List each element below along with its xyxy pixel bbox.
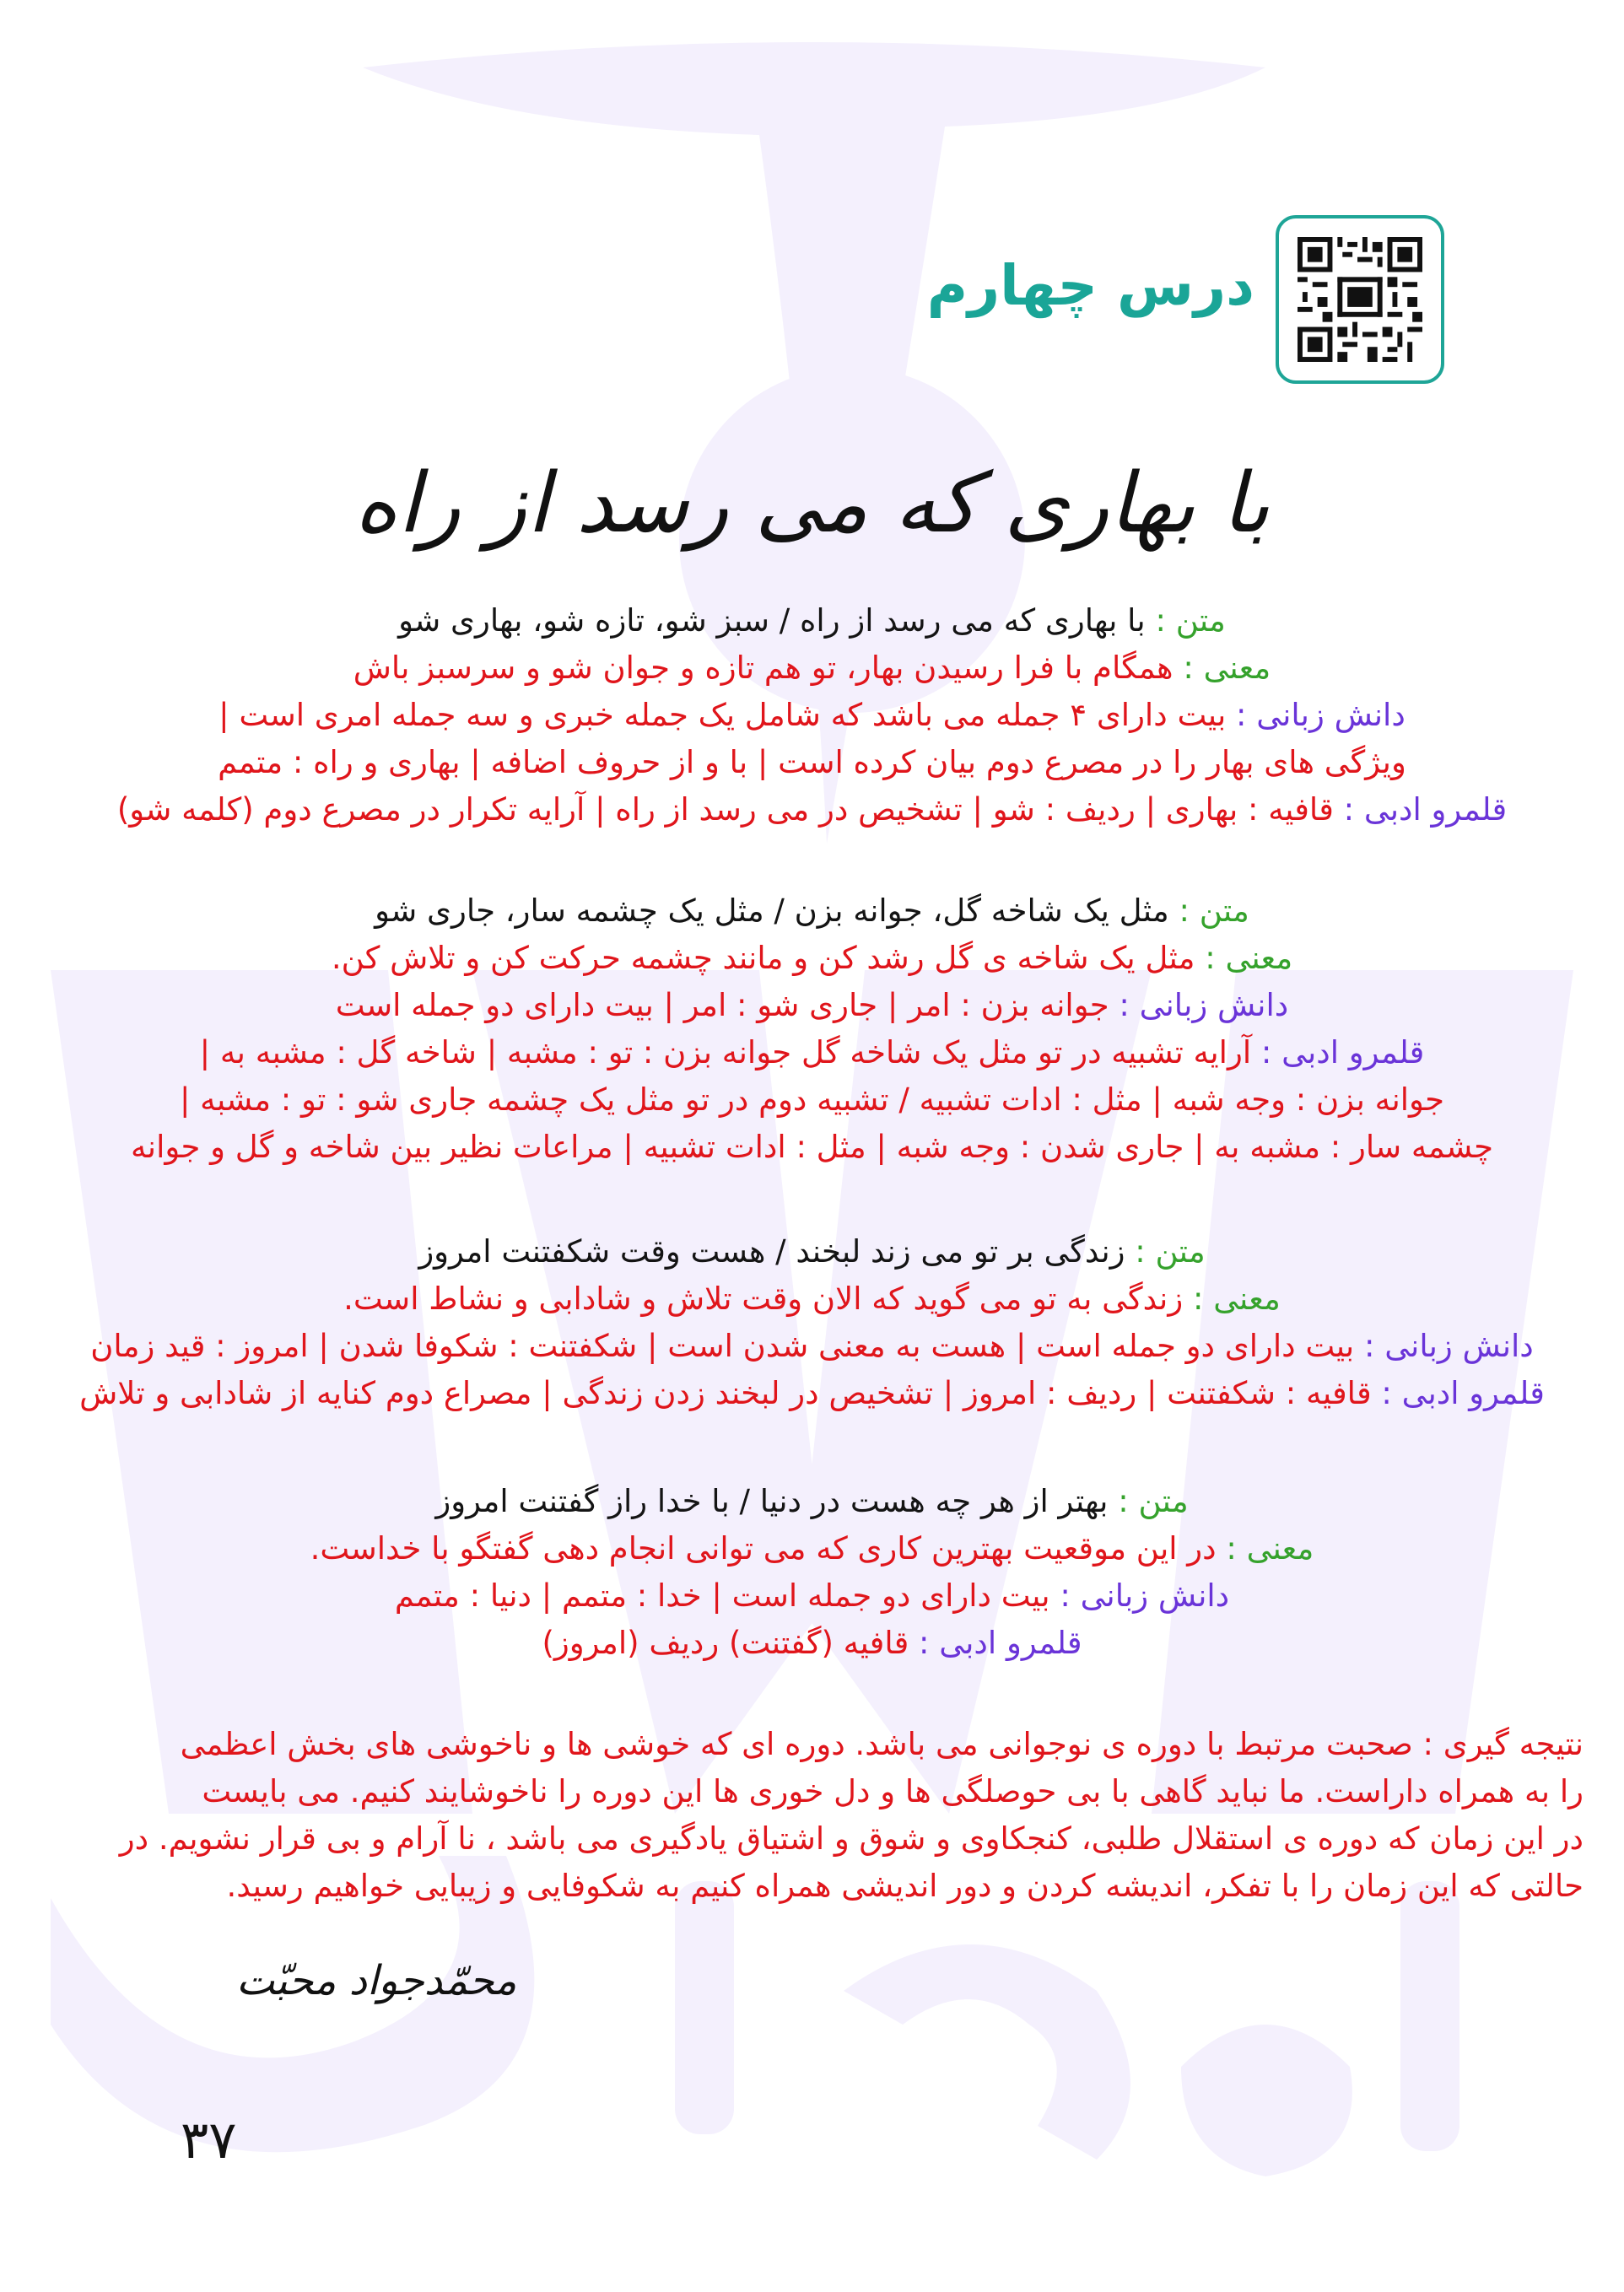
verse-block-2 xyxy=(0,887,1624,1171)
literary-cont-line: جوانه بزن : وجه شبه | مثل : ادات تشبیه / تشبیه دوم در تو مثل یک چشمه جاری شو : تو : مشبه | xyxy=(179,1081,1445,1118)
language-line: دانش زبانی : بیت دارای دو جمله است | هست به معنی شدن است | شکفتنت : شکوفا شدن | امروز : قید زمان xyxy=(90,1328,1534,1364)
language-value: بیت دارای دو جمله است | هست به معنی شدن است | شکفتنت : شکوفا شدن | امروز : قید زمان xyxy=(90,1328,1355,1364)
conclusion-label: نتیجه گیری xyxy=(1443,1726,1584,1762)
literary-line: قلمرو ادبی : آرایه تشبیه در تو مثل یک شاخه گل جوانه بزن : تو : مشبه | شاخه گل : مشبه به | xyxy=(199,1034,1425,1070)
language-label: دانش زبانی xyxy=(1139,987,1289,1023)
verse-text-line: متن : مثل یک شاخه گل، جوانه بزن / مثل یک چشمه سار، جاری شو xyxy=(375,893,1249,929)
lesson-label: درس چهارم xyxy=(926,253,1254,318)
literary-value: قافیه : بهاری | ردیف : شو | تشخیص در می رسد از راه | آرایه تکرار در مصرع دوم (کلمه شو) xyxy=(116,791,1334,828)
literary-value: قافیه : شکفتنت | ردیف : امروز | تشخیص در لبخند زدن زندگی | مصراع دوم کنایه از شادابی و تلاش xyxy=(79,1375,1372,1411)
verse-block-3 xyxy=(0,1228,1624,1417)
text-label: متن xyxy=(1155,1233,1206,1270)
literary-line: قلمرو ادبی : قافیه : بهاری | ردیف : شو | تشخیص در می رسد از راه | آرایه تکرار در مصرع دوم (کلمه شو) xyxy=(116,791,1508,828)
verse-text: با بهاری که می رسد از راه / سبز شو، تازه شو، بهاری شو xyxy=(398,602,1146,639)
literary-value: آرایه تشبیه در تو مثل یک شاخه گل جوانه بزن : تو : مشبه | شاخه گل : مشبه به | xyxy=(199,1034,1252,1070)
language-value: جوانه بزن : امر | جاری شو : امر | بیت دارای دو جمله است xyxy=(335,987,1109,1023)
language-line: دانش زبانی : جوانه بزن : امر | جاری شو : امر | بیت دارای دو جمله است xyxy=(335,987,1289,1023)
conclusion-line: را به همراه داراست. ما نباید گاهی با بی حوصلگی ها و دل خوری ها این دوره را ناخوشایند کنیم. می بایست xyxy=(202,1773,1584,1809)
literary-line: قلمرو ادبی : قافیه : شکفتنت | ردیف : امروز | تشخیص در لبخند زدن زندگی | مصراع دوم کنایه از شادابی و تلاش xyxy=(79,1375,1545,1411)
conclusion-line: حالتی که این زمان را با تفکر، اندیشه کردن و دور اندیشی همراه کنیم به شکوفایی و زیبایی خواهیم رسید. xyxy=(226,1868,1584,1904)
text-label: متن xyxy=(1138,1483,1189,1519)
verse-text-line: متن : بهتر از هر چه هست در دنیا / با خدا راز گفتنت امروز xyxy=(435,1483,1189,1519)
meaning-label: معنی xyxy=(1213,1281,1281,1317)
literary-label: قلمرو ادبی xyxy=(1281,1034,1425,1070)
language-value: بیت دارای ۴ جمله می باشد که شامل یک جمله خبری و سه جمله امری است | xyxy=(219,697,1227,733)
page-title: با بهاری که می رسد از راه xyxy=(353,456,1271,552)
conclusion-line: نتیجه گیری : صحبت مرتبط با دوره ی نوجوانی می باشد. دوره ای که خوشی ها و ناخوشی های بخش اعظمی xyxy=(180,1726,1584,1762)
literary-label: قلمرو ادبی xyxy=(939,1625,1082,1661)
verse-block-1 xyxy=(0,597,1624,833)
conclusion-paragraph xyxy=(40,1721,1584,1910)
literary-line: قلمرو ادبی : قافیه (گفتنت) ردیف (امروز) xyxy=(542,1625,1082,1661)
literary-label: قلمرو ادبی xyxy=(1401,1375,1545,1411)
meaning-value: مثل یک شاخه ی گل رشد کن و مانند چشمه حرکت کن و تلاش کن. xyxy=(331,940,1195,976)
language-label: دانش زبانی xyxy=(1256,697,1405,733)
verse-text: مثل یک شاخه گل، جوانه بزن / مثل یک چشمه سار، جاری شو xyxy=(375,893,1169,929)
meaning-line: معنی : همگام با فرا رسیدن بهار، تو هم تازه و جوان شو و سرسبز باش xyxy=(353,650,1271,686)
page-number: ۳۷ xyxy=(181,2109,237,2171)
meaning-line: معنی : زندگی به تو می گوید که الان وقت تلاش و شادابی و نشاط است. xyxy=(343,1281,1281,1317)
verse-text-line: متن : با بهاری که می رسد از راه / سبز شو، تازه شو، بهاری شو xyxy=(398,602,1226,639)
language-label: دانش زبانی xyxy=(1384,1328,1534,1364)
author-signature: محمّدجواد محبّت xyxy=(236,1957,517,2004)
qr-code-icon xyxy=(1298,237,1422,362)
literary-cont-line: چشمه سار : مشبه به | جاری شدن : وجه شبه | مثل : ادات تشبیه | مراعات نظیر بین شاخه و گل و جوانه xyxy=(130,1129,1494,1165)
verse-block-4 xyxy=(0,1478,1624,1667)
literary-label: قلمرو ادبی xyxy=(1363,791,1508,828)
language-cont-line: ویژگی های بهار را در مصرع دوم بیان کرده است | با و از حروف اضافه | بهاری و راه : متمم xyxy=(218,744,1406,780)
text-label: متن xyxy=(1199,893,1249,929)
literary-value: قافیه (گفتنت) ردیف (امروز) xyxy=(542,1625,909,1661)
text-label: متن xyxy=(1175,602,1226,639)
meaning-value: در این موقعیت بهترین کاری که می توانی انجام دهی گفتگو با خداست. xyxy=(310,1530,1217,1567)
meaning-line: معنی : در این موقعیت بهترین کاری که می توانی انجام دهی گفتگو با خداست. xyxy=(310,1530,1314,1567)
language-line: دانش زبانی : بیت دارای ۴ جمله می باشد که شامل یک جمله خبری و سه جمله امری است | xyxy=(219,697,1405,733)
language-value: بیت دارای دو جمله است | خدا : متمم | دنیا : متمم xyxy=(394,1577,1050,1614)
meaning-label: معنی xyxy=(1203,650,1271,686)
meaning-label: معنی xyxy=(1246,1530,1314,1567)
meaning-value: همگام با فرا رسیدن بهار، تو هم تازه و جوان شو و سرسبز باش xyxy=(353,650,1173,686)
meaning-value: زندگی به تو می گوید که الان وقت تلاش و شادابی و نشاط است. xyxy=(343,1281,1184,1317)
language-label: دانش زبانی xyxy=(1080,1577,1230,1614)
language-line: دانش زبانی : بیت دارای دو جمله است | خدا : متمم | دنیا : متمم xyxy=(394,1577,1230,1614)
meaning-label: معنی xyxy=(1225,940,1293,976)
conclusion-line: در این زمان که دوره ی استقلال طلبی، کنجکاوی و شوق و اشتیاق یادگیری می باشد ، نا آرام و بی قرار نشویم. در xyxy=(119,1820,1584,1857)
verse-text: زندگی بر تو می زند لبخند / هست وقت شکفتنت امروز xyxy=(418,1233,1125,1270)
meaning-line: معنی : مثل یک شاخه ی گل رشد کن و مانند چشمه حرکت کن و تلاش کن. xyxy=(331,940,1293,976)
verse-text-line: متن : زندگی بر تو می زند لبخند / هست وقت شکفتنت امروز xyxy=(418,1233,1206,1270)
qr-code-frame[interactable] xyxy=(1276,215,1444,384)
verse-text: بهتر از هر چه هست در دنیا / با خدا راز گفتنت امروز xyxy=(435,1483,1109,1519)
